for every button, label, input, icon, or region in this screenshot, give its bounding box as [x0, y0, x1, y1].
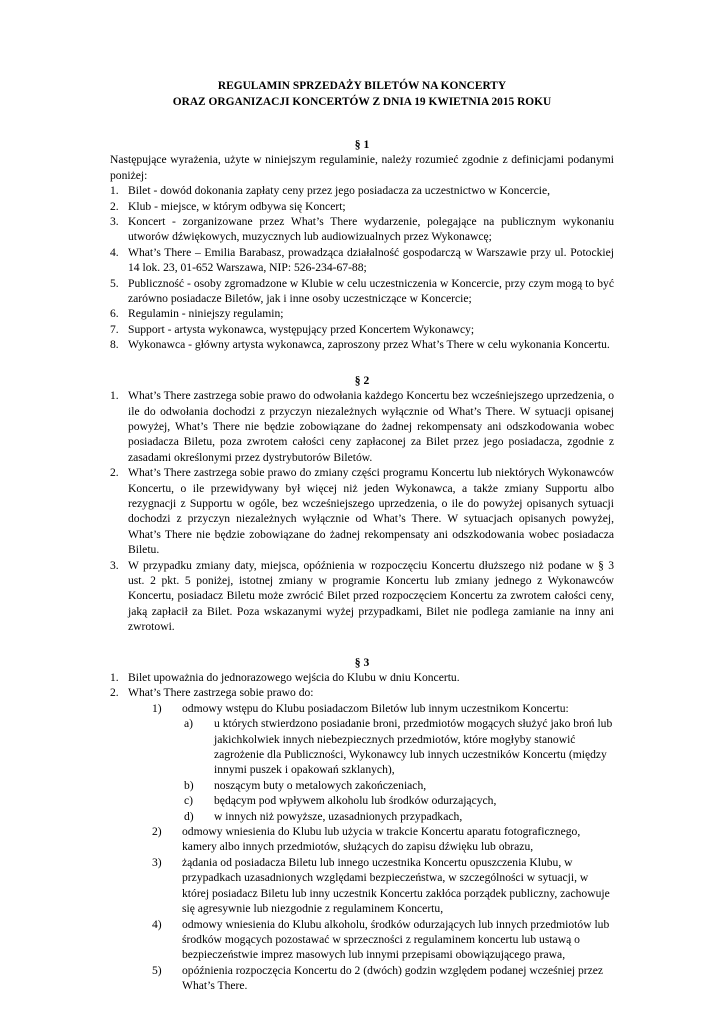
item-text: What’s There zastrzega sobie prawo do odwołania każdego Koncertu bez wcześniejszego uprzedzenia, o ile do odwołania dochodzi z przyczyn niezależnych wyłącznie od What’s There. W sytuacji opisanej powyżej, What’s There nie będzie zobowiązane do żadnej rekompensaty ani odszkodowania wobec posiadacza Biletu, poza zwrotem całości ceny zapłaconej za Bilet przez jego posiadacza, zgodnie z zasadami określonymi przez dystrybutorów Biletów. — [128, 389, 614, 464]
item-text: u których stwierdzono posiadanie broni, przedmiotów mogących służyć jako broń lub jakichkolwiek innych niebezpiecznych przedmiotów, które mogłyby stanowić zagrożenie dla Publiczności, Wykonawcy lub innych uczestników Koncertu (między innymi puszek i opakowań szklanych), — [214, 717, 613, 777]
item-text: Regulamin - niniejszy regulamin; — [128, 307, 284, 321]
item-text: Bilet - dowód dokonania zapłaty ceny przez jego posiadacza za uczestnictwo w Koncercie, — [128, 184, 551, 198]
definition-item — [110, 306, 614, 321]
section-1 — [110, 137, 614, 353]
item-letter: a) — [184, 717, 194, 731]
item-text: odmowy wstępu do Klubu posiadaczom Biletów lub innym uczestnikom Koncertu: — [182, 701, 569, 715]
title-line-1: REGULAMIN SPRZEDAŻY BILETÓW NA KONCERTY — [217, 80, 507, 92]
definition-item — [110, 214, 614, 245]
item-number: 1. — [110, 671, 119, 684]
definition-item — [110, 183, 614, 198]
item-text: Bilet upoważnia do jednorazowego wejścia do Klubu w dniu Koncertu. — [128, 671, 460, 684]
item-number: 5) — [152, 963, 162, 977]
list-item — [110, 388, 614, 465]
item-text: Wykonawca - główny artysta wykonawca, zaproszony przez What’s There w celu wykonania Koncertu. — [128, 338, 610, 352]
section-3-list — [110, 670, 614, 994]
item-text: Support - artysta wykonawca, występujący przed Koncertem Wykonawcy; — [128, 322, 475, 336]
subsublist-item — [110, 809, 614, 824]
definition-item — [110, 199, 614, 214]
sublist-item — [110, 917, 614, 963]
list-item — [110, 465, 614, 557]
item-text: w innych niż powyższe, uzasadnionych przypadkach, — [214, 809, 463, 823]
item-text: odmowy wniesienia do Klubu alkoholu, środków odurzających lub innych przedmiotów lub środków mogących pozostawać w sprzeczności z regulaminem koncertu lub ustawą o bezpieczeństwie imprez masowych lub innymi przepisami obowiązującego prawa, — [182, 917, 610, 962]
item-number: 1. — [110, 389, 119, 403]
section-spacer — [110, 353, 614, 373]
item-number: 2. — [110, 466, 119, 480]
subsublist-item — [110, 793, 614, 808]
definition-item — [110, 322, 614, 337]
section-2-mark: § 2 — [354, 373, 370, 387]
item-number: 3. — [110, 215, 119, 229]
section-3 — [110, 655, 614, 994]
item-number: 4) — [152, 917, 162, 931]
section-1-intro: Następujące wyrażenia, użyte w niniejszym regulaminie, należy rozumieć zgodnie z definicjami podanymi poniżej: — [110, 153, 614, 182]
sublist-item — [110, 824, 614, 855]
title-line-2: ORAZ ORGANIZACJI KONCERTÓW Z DNIA 19 KWIETNIA 2015 ROKU — [172, 96, 552, 108]
item-text: żądania od posiadacza Biletu lub innego uczestnika Koncertu opuszczenia Klubu, w przypadkach uzasadnionych względami bezpieczeństwa, w szczególności w sytuacji, w której posiadacz Biletu lub inny uczestnik Koncertu zakłóca porządek publiczny, zachowuje się agresywnie lub niezgodnie z regulaminem Koncertu, — [182, 855, 610, 916]
item-text: noszącym buty o metalowych zakończeniach, — [214, 778, 427, 792]
item-number: 1. — [110, 184, 119, 198]
item-text: What’s There zastrzega sobie prawo do: — [128, 686, 314, 700]
definition-item — [110, 337, 614, 352]
item-number: 2) — [152, 825, 162, 839]
item-number: 4. — [110, 245, 119, 259]
sublist-item — [110, 855, 614, 917]
section-2 — [110, 373, 614, 635]
item-number: 1) — [152, 701, 162, 715]
sublist-item — [110, 701, 614, 716]
subsublist-item — [110, 716, 614, 778]
item-number: 8. — [110, 338, 119, 352]
list-item — [110, 685, 614, 700]
list-item — [110, 670, 614, 685]
item-text: opóźnienia rozpoczęcia Koncertu do 2 (dwóch) godzin względem podanej wcześniej przez What’s There. — [182, 963, 604, 993]
item-text: What’s There – Emilia Barabasz, prowadząca działalność gospodarczą w Warszawie przy ul. Potockiej 14 lok. 23, 01-652 Warszawa, NIP: 526-234-67-88; — [128, 245, 614, 275]
item-number: 5. — [110, 276, 119, 290]
item-text: odmowy wniesienia do Klubu lub użycia w trakcie Koncertu aparatu fotograficznego, kamery albo innych przedmiotów, służących do zapisu dźwięku lub obrazu, — [182, 825, 581, 854]
section-2-list — [110, 388, 614, 635]
item-letter: d) — [184, 809, 194, 823]
item-text: Publiczność - osoby zgromadzone w Klubie w celu uczestniczenia w Koncercie, przy czym mogą to być zarówno posiadacze Biletów, jak i inne osoby uczestniczące w Koncercie; — [128, 276, 614, 306]
section-1-mark: § 1 — [354, 138, 370, 151]
item-text: What’s There zastrzega sobie prawo do zmiany części programu Koncertu lub niektórych Wykonawców Koncertu, o ile przewidywany był więcej niż jeden Wykonawca, a także zmiany Supportu albo rezygnacji z Supportu w ogóle, bez wcześniejszego uprzedzenia, o ile do powyżej opisanych sytuacji dochodzi z przyczyn niezależnych wyłącznie od What’s There. W sytuacjach opisanych powyżej, What’s There nie będzie zobowiązane do żadnej rekompensaty ani odszkodowania wobec posiadacza Biletu. — [128, 466, 614, 557]
definition-item — [110, 245, 614, 276]
list-item — [110, 558, 614, 635]
section-3-mark: § 3 — [354, 655, 370, 669]
item-number: 3) — [152, 855, 162, 869]
item-letter: c) — [184, 794, 194, 808]
item-number: 2. — [110, 686, 119, 700]
item-text: Klub - miejsce, w którym odbywa się Koncert; — [128, 199, 346, 213]
subsublist-item — [110, 778, 614, 793]
section-spacer — [110, 635, 614, 655]
section-1-definitions — [110, 183, 614, 352]
item-text: W przypadku zmiany daty, miejsca, opóźnienia w rozpoczęciu Koncertu dłuższego niż podane w § 3 ust. 2 pkt. 5 poniżej, istotnej zmiany w programie Koncertu lub zmiany jednego z Wykonawców Koncertu, posiadacz Biletu może zwrócić Bilet przed rozpoczęciem Koncertu za zwrotem całości ceny, jaką zapłacił za Bilet. Poza wskazanymi wyżej przypadkami, Bilet nie podlega zamianie na inny ani zwrotowi. — [128, 558, 614, 634]
item-number: 6. — [110, 307, 119, 321]
definition-item — [110, 276, 614, 307]
item-number: 7. — [110, 322, 119, 336]
item-letter: b) — [184, 778, 194, 792]
item-number: 3. — [110, 558, 119, 572]
sublist-item — [110, 963, 614, 994]
item-number: 2. — [110, 199, 119, 213]
item-text: Koncert - zorganizowane przez What’s There wydarzenie, polegające na publicznym wykonaniu utworów dźwiękowych, muzycznych lub audiowizualnych przez Wykonawcę; — [128, 215, 614, 244]
document-title — [110, 78, 614, 110]
item-text: będącym pod wpływem alkoholu lub środków odurzających, — [214, 794, 497, 808]
